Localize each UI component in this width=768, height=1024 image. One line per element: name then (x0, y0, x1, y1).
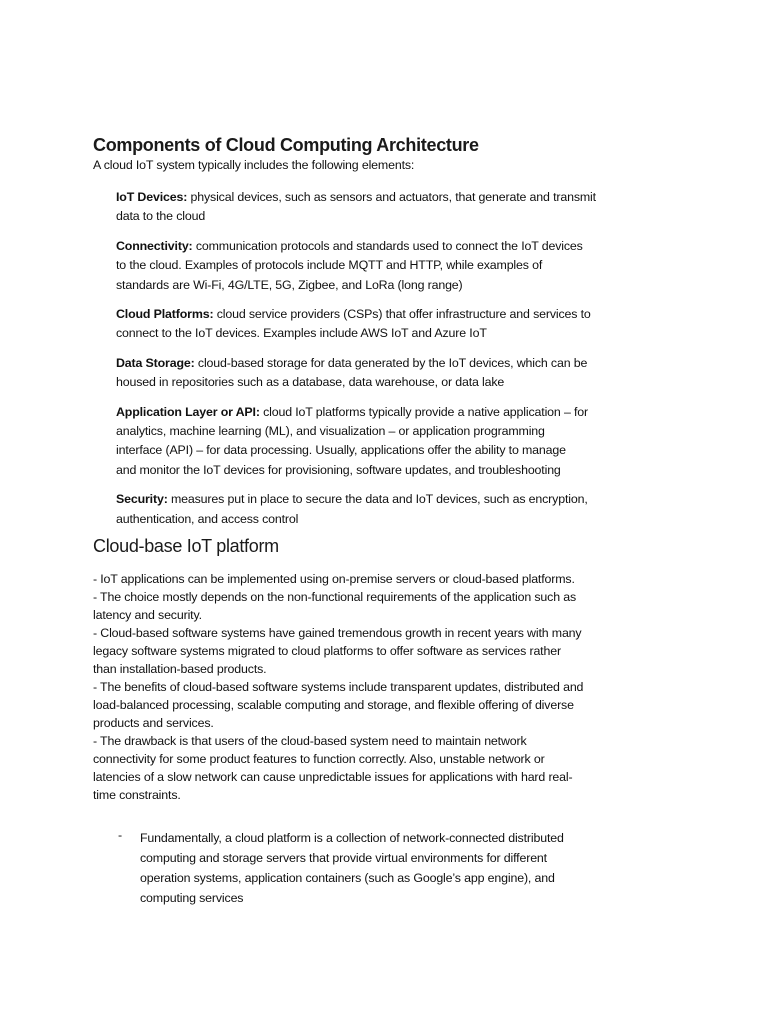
bullet-line: operation systems, application containers (such as Google’s app engine), and (140, 871, 555, 885)
item-text: housed in repositories such as a database, data warehouse, or data lake (116, 375, 505, 390)
component-item (116, 305, 596, 344)
note-line: - The benefits of cloud-based software systems include transparent updates, distributed and (93, 680, 584, 694)
item-text: interface (API) – for data processing. Usually, applications offer the ability to manage (116, 443, 566, 458)
item-term: Security: (116, 492, 168, 507)
item-line (116, 305, 596, 324)
item-text: analytics, machine learning (ML), and visualization – or application programming (116, 424, 545, 439)
component-item (116, 490, 596, 529)
item-text: measures put in place to secure the data and IoT devices, such as encryption, (167, 492, 588, 507)
note-line: - The choice mostly depends on the non-functional requirements of the application such as (93, 590, 577, 604)
item-line (116, 490, 596, 509)
bullet-line: Fundamentally, a cloud platform is a collection of network-connected distributed (140, 831, 564, 845)
note-line: connectivity for some product features to function correctly. Also, unstable network or (93, 752, 545, 766)
item-line (116, 510, 596, 529)
intro-text: A cloud IoT system typically includes the following elements: (93, 158, 415, 172)
section-title: Cloud-base IoT platform (93, 536, 279, 556)
item-line (116, 373, 596, 392)
component-item (116, 237, 596, 295)
note-line: latencies of a slow network can cause unpredictable issues for applications with hard real- (93, 770, 573, 784)
item-line (116, 461, 596, 480)
components-list (116, 188, 596, 539)
item-line (116, 256, 596, 275)
item-text: connect to the IoT devices. Examples include AWS IoT and Azure IoT (116, 326, 487, 341)
item-term: Application Layer or API: (116, 404, 260, 419)
item-line (116, 188, 596, 207)
item-text: standards are Wi-Fi, 4G/LTE, 5G, Zigbee, and LoRa (long range) (116, 277, 463, 292)
item-text: authentication, and access control (116, 511, 299, 526)
item-line (116, 441, 596, 460)
component-item (116, 188, 596, 227)
item-text: physical devices, such as sensors and actuators, that generate and transmit (187, 190, 596, 204)
item-line (116, 237, 596, 256)
item-text: cloud service providers (CSPs) that offer infrastructure and services to (213, 307, 591, 322)
platform-notes (93, 570, 583, 804)
item-line (116, 324, 596, 343)
note-line: - The drawback is that users of the cloud-based system need to maintain network (93, 734, 527, 748)
note-line: latency and security. (93, 608, 202, 622)
item-line (116, 403, 596, 422)
item-term: IoT Devices: (116, 190, 188, 204)
item-text: cloud-based storage for data generated by the IoT devices, which can be (194, 355, 588, 370)
page-title: Components of Cloud Computing Architecture (93, 135, 479, 155)
component-item (116, 403, 596, 481)
item-line (116, 354, 596, 373)
bullet-text (140, 828, 564, 908)
item-text: data to the cloud (116, 209, 206, 224)
item-line (116, 276, 596, 295)
item-text: and monitor the IoT devices for provisioning, software updates, and troubleshooting (116, 462, 561, 477)
bullet-line: computing services (140, 891, 244, 905)
item-line (116, 207, 596, 226)
note-line: legacy software systems migrated to cloud platforms to offer software as services rather (93, 644, 561, 658)
item-text: cloud IoT platforms typically provide a native application – for (259, 404, 588, 419)
note-line: than installation-based products. (93, 662, 267, 676)
component-item (116, 354, 596, 393)
item-term: Data Storage: (116, 355, 195, 370)
note-line: - Cloud-based software systems have gained tremendous growth in recent years with many (93, 626, 582, 640)
note-line: time constraints. (93, 788, 181, 802)
item-line (116, 422, 596, 441)
item-term: Cloud Platforms: (116, 307, 214, 322)
item-text: to the cloud. Examples of protocols include MQTT and HTTP, while examples of (116, 258, 543, 273)
bullet-dash: - (118, 828, 123, 842)
note-line: load-balanced processing, scalable computing and storage, and flexible offering of diverse (93, 698, 574, 712)
note-line: - IoT applications can be implemented using on-premise servers or cloud-based platforms. (93, 572, 575, 586)
item-term: Connectivity: (116, 238, 193, 253)
note-line: products and services. (93, 716, 214, 730)
bullet-line: computing and storage servers that provide virtual environments for different (140, 851, 547, 865)
item-text: communication protocols and standards used to connect the IoT devices (192, 238, 583, 253)
